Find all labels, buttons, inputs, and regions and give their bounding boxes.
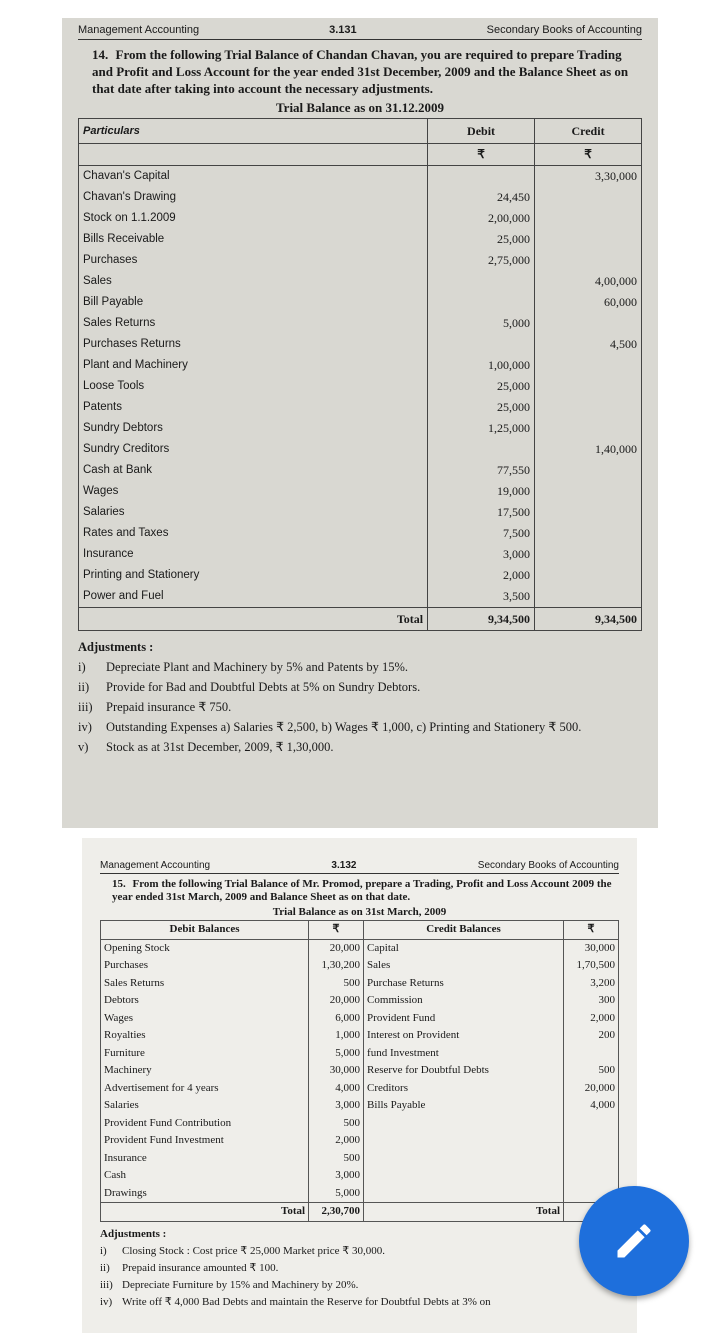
table-row <box>101 1185 619 1203</box>
row-debit-label: Machinery <box>101 1062 309 1080</box>
row-debit-label: Purchases <box>101 957 309 975</box>
adjustments-title: Adjustments : <box>100 1227 167 1240</box>
adjustment-number: iii) <box>78 700 93 714</box>
row-debit-amount: 1,30,200 <box>309 957 364 975</box>
row-particular: Insurance <box>79 544 428 565</box>
row-debit-label: Advertisement for 4 years <box>101 1080 309 1098</box>
total-label: Total <box>101 1203 309 1222</box>
row-credit-amount: 3,200 <box>564 975 619 993</box>
row-particular: Printing and Stationery <box>79 565 428 586</box>
table-row <box>79 376 642 397</box>
row-particular: Salaries <box>79 502 428 523</box>
page-number: 3.131 <box>329 24 357 36</box>
row-credit-amount: 500 <box>564 1062 619 1080</box>
row-particular: Chavan's Drawing <box>79 187 428 208</box>
row-credit-amount: 200 <box>564 1027 619 1045</box>
row-debit-label: Provident Fund Investment <box>101 1132 309 1150</box>
row-credit-label <box>364 1115 564 1133</box>
row-particular: Wages <box>79 481 428 502</box>
pencil-edit-icon <box>612 1219 656 1263</box>
total-debit: 9,34,500 <box>428 608 535 631</box>
adjustment-item <box>78 717 642 737</box>
row-credit <box>535 586 642 608</box>
row-particular: Stock on 1.1.2009 <box>79 208 428 229</box>
row-credit <box>535 313 642 334</box>
adjustment-text: Depreciate Furniture by 15% and Machinery by 20%. <box>122 1278 359 1291</box>
row-credit <box>535 376 642 397</box>
adjustment-text: Prepaid insurance amounted ₹ 100. <box>122 1261 279 1274</box>
table-row <box>79 334 642 355</box>
table-row <box>79 544 642 565</box>
rupee-symbol: ₹ <box>309 921 364 940</box>
row-debit: 1,25,000 <box>428 418 535 439</box>
adjustments-title: Adjustments : <box>78 640 154 654</box>
table-row <box>79 523 642 544</box>
row-credit-amount: 1,70,500 <box>564 957 619 975</box>
header-left: Management Accounting <box>100 860 211 871</box>
table-row <box>79 250 642 271</box>
row-credit: 3,30,000 <box>535 166 642 188</box>
table-row <box>101 1027 619 1045</box>
col-particulars: Particulars <box>79 119 428 144</box>
adjustment-text: Stock as at 31st December, 2009, ₹ 1,30,000. <box>106 740 334 754</box>
row-particular: Plant and Machinery <box>79 355 428 376</box>
table-row <box>79 229 642 250</box>
question-14 <box>92 46 642 97</box>
table-row <box>79 460 642 481</box>
adjustment-item <box>100 1243 619 1260</box>
table-row <box>79 208 642 229</box>
row-debit-amount: 500 <box>309 1150 364 1168</box>
row-credit <box>535 208 642 229</box>
row-debit <box>428 166 535 188</box>
row-debit-amount: 2,000 <box>309 1132 364 1150</box>
row-credit-label: Creditors <box>364 1080 564 1098</box>
table-row <box>101 1167 619 1185</box>
row-credit-amount: 20,000 <box>564 1080 619 1098</box>
row-debit-amount: 30,000 <box>309 1062 364 1080</box>
row-debit-amount: 1,000 <box>309 1027 364 1045</box>
rupee-symbol: ₹ <box>535 144 642 166</box>
col-debit-balances: Debit Balances <box>101 921 309 940</box>
col-credit: Credit <box>535 119 642 144</box>
question-text: From the following Trial Balance of Chandan Chavan, you are required to prepare Trading and Profit and Loss Account for the year ended 31st December, 2009 and the Balance Sheet as on that date after taking into account the necessary adjustments. <box>92 47 629 96</box>
adjustment-number: iv) <box>78 720 92 734</box>
table-row <box>101 1010 619 1028</box>
row-credit-label: Provident Fund <box>364 1010 564 1028</box>
table-title: Trial Balance as on 31.12.2009 <box>275 100 445 115</box>
row-debit-amount: 500 <box>309 975 364 993</box>
row-debit-label: Furniture <box>101 1045 309 1063</box>
adjustment-number: v) <box>78 740 89 754</box>
total-credit: 9,34,500 <box>535 608 642 631</box>
table-row <box>101 1045 619 1063</box>
row-credit-amount <box>564 1115 619 1133</box>
table-row <box>79 418 642 439</box>
row-debit-amount: 5,000 <box>309 1045 364 1063</box>
question-text: From the following Trial Balance of Mr. Promod, prepare a Trading, Profit and Loss Account 2009 the year ended 31st March, 2009 and Balance Sheet as on that date. <box>112 878 612 903</box>
row-particular: Patents <box>79 397 428 418</box>
table-row <box>79 166 642 188</box>
trial-balance-table <box>100 920 619 1222</box>
question-number: 14. <box>92 47 109 62</box>
table-row <box>79 271 642 292</box>
row-debit-label: Wages <box>101 1010 309 1028</box>
adjustment-number: ii) <box>100 1261 110 1274</box>
table-row <box>101 1132 619 1150</box>
row-debit: 1,00,000 <box>428 355 535 376</box>
row-debit: 25,000 <box>428 229 535 250</box>
row-credit <box>535 565 642 586</box>
row-credit <box>535 502 642 523</box>
row-credit-amount <box>564 1167 619 1185</box>
row-debit <box>428 292 535 313</box>
header-right: Secondary Books of Accounting <box>486 24 642 36</box>
table-row <box>101 1062 619 1080</box>
row-credit-amount: 4,000 <box>564 1097 619 1115</box>
adjustment-number: i) <box>100 1244 107 1257</box>
row-credit <box>535 355 642 376</box>
row-credit <box>535 229 642 250</box>
header-left: Management Accounting <box>78 24 200 36</box>
row-credit-label: Capital <box>364 939 564 957</box>
row-particular: Sundry Debtors <box>79 418 428 439</box>
row-debit-label: Royalties <box>101 1027 309 1045</box>
row-credit-amount <box>564 1045 619 1063</box>
total-credit-label: Total <box>364 1203 564 1222</box>
row-credit-label: Reserve for Doubtful Debts <box>364 1062 564 1080</box>
page-image-2 <box>82 838 637 1333</box>
adjustment-item <box>78 677 642 697</box>
row-credit <box>535 418 642 439</box>
adjustment-item <box>100 1277 619 1294</box>
row-credit-label: Sales <box>364 957 564 975</box>
table-row <box>101 1115 619 1133</box>
row-credit-label: fund Investment <box>364 1045 564 1063</box>
table-row <box>101 957 619 975</box>
row-credit-amount: 2,000 <box>564 1010 619 1028</box>
row-particular: Chavan's Capital <box>79 166 428 188</box>
row-debit: 24,450 <box>428 187 535 208</box>
row-debit: 17,500 <box>428 502 535 523</box>
edit-fab-button[interactable] <box>579 1186 689 1296</box>
row-debit-label: Salaries <box>101 1097 309 1115</box>
row-debit-amount: 6,000 <box>309 1010 364 1028</box>
row-credit <box>535 250 642 271</box>
rupee-symbol: ₹ <box>564 921 619 940</box>
col-credit-balances: Credit Balances <box>364 921 564 940</box>
row-debit-label: Cash <box>101 1167 309 1185</box>
row-debit: 25,000 <box>428 376 535 397</box>
table-title: Trial Balance as on 31st March, 2009 <box>272 906 447 918</box>
row-particular: Bill Payable <box>79 292 428 313</box>
adjustment-text: Outstanding Expenses a) Salaries ₹ 2,500, b) Wages ₹ 1,000, c) Printing and Stationery ₹ 500. <box>106 720 582 734</box>
table-row <box>79 565 642 586</box>
table-row <box>79 481 642 502</box>
page-header <box>78 18 642 40</box>
table-row <box>101 1080 619 1098</box>
row-credit: 1,40,000 <box>535 439 642 460</box>
adjustment-item <box>78 737 642 757</box>
adjustment-text: Closing Stock : Cost price ₹ 25,000 Market price ₹ 30,000. <box>122 1244 385 1257</box>
row-debit <box>428 334 535 355</box>
row-particular: Cash at Bank <box>79 460 428 481</box>
row-debit: 3,500 <box>428 586 535 608</box>
row-credit <box>535 460 642 481</box>
row-debit-amount: 5,000 <box>309 1185 364 1203</box>
question-15 <box>112 878 619 904</box>
page-image-1 <box>62 18 658 828</box>
adjustment-number: i) <box>78 660 86 674</box>
adjustment-number: iii) <box>100 1278 113 1291</box>
adjustment-item <box>78 657 642 677</box>
rupee-symbol: ₹ <box>428 144 535 166</box>
row-debit-amount: 20,000 <box>309 992 364 1010</box>
row-credit-amount: 300 <box>564 992 619 1010</box>
table-row <box>101 975 619 993</box>
row-debit-label: Drawings <box>101 1185 309 1203</box>
table-row <box>79 502 642 523</box>
col-debit: Debit <box>428 119 535 144</box>
row-debit: 3,000 <box>428 544 535 565</box>
table-row <box>79 439 642 460</box>
row-particular: Rates and Taxes <box>79 523 428 544</box>
table-row <box>79 187 642 208</box>
row-particular: Sales <box>79 271 428 292</box>
row-debit <box>428 439 535 460</box>
question-number: 15. <box>112 878 126 890</box>
row-credit-label: Commission <box>364 992 564 1010</box>
row-credit <box>535 523 642 544</box>
table-row <box>101 1097 619 1115</box>
row-credit-label <box>364 1185 564 1203</box>
row-debit: 5,000 <box>428 313 535 334</box>
row-debit-amount: 20,000 <box>309 939 364 957</box>
row-credit-label: Bills Payable <box>364 1097 564 1115</box>
table-row <box>79 355 642 376</box>
row-debit: 2,75,000 <box>428 250 535 271</box>
row-particular: Bills Receivable <box>79 229 428 250</box>
row-credit <box>535 481 642 502</box>
row-debit: 2,00,000 <box>428 208 535 229</box>
trial-balance-table <box>78 118 642 631</box>
table-row <box>79 313 642 334</box>
row-debit-amount: 3,000 <box>309 1167 364 1185</box>
table-row <box>79 292 642 313</box>
adjustment-item <box>100 1294 619 1311</box>
row-credit <box>535 187 642 208</box>
row-debit-label: Opening Stock <box>101 939 309 957</box>
row-credit: 4,00,000 <box>535 271 642 292</box>
row-debit-amount: 4,000 <box>309 1080 364 1098</box>
row-credit <box>535 544 642 565</box>
row-credit-amount <box>564 1150 619 1168</box>
table-row <box>101 1150 619 1168</box>
table-row <box>101 939 619 957</box>
row-credit-label <box>364 1132 564 1150</box>
row-debit <box>428 271 535 292</box>
total-label: Total <box>79 608 428 631</box>
row-credit-label <box>364 1150 564 1168</box>
row-credit-label: Purchase Returns <box>364 975 564 993</box>
adjustment-number: ii) <box>78 680 90 694</box>
row-debit-amount: 3,000 <box>309 1097 364 1115</box>
adjustment-item <box>78 697 642 717</box>
row-debit-label: Debtors <box>101 992 309 1010</box>
row-debit-label: Insurance <box>101 1150 309 1168</box>
adjustment-text: Depreciate Plant and Machinery by 5% and Patents by 15%. <box>106 660 408 674</box>
row-debit-amount: 500 <box>309 1115 364 1133</box>
adjustment-text: Provide for Bad and Doubtful Debts at 5% on Sundry Debtors. <box>106 680 421 694</box>
row-debit-label: Provident Fund Contribution <box>101 1115 309 1133</box>
row-debit: 19,000 <box>428 481 535 502</box>
adjustment-text: Write off ₹ 4,000 Bad Debts and maintain the Reserve for Doubtful Debts at 3% on <box>122 1295 491 1308</box>
table-row <box>79 586 642 608</box>
adjustments <box>78 637 642 757</box>
page-number: 3.132 <box>331 860 357 871</box>
row-credit: 4,500 <box>535 334 642 355</box>
row-particular: Purchases <box>79 250 428 271</box>
row-debit-label: Sales Returns <box>101 975 309 993</box>
row-particular: Power and Fuel <box>79 586 428 608</box>
adjustments <box>100 1226 619 1311</box>
page-header <box>100 838 619 874</box>
row-credit-label: Interest on Provident <box>364 1027 564 1045</box>
row-credit-label <box>364 1167 564 1185</box>
row-particular: Purchases Returns <box>79 334 428 355</box>
row-particular: Sundry Creditors <box>79 439 428 460</box>
row-particular: Sales Returns <box>79 313 428 334</box>
row-debit: 2,000 <box>428 565 535 586</box>
row-debit: 77,550 <box>428 460 535 481</box>
adjustment-number: iv) <box>100 1295 113 1308</box>
row-particular: Loose Tools <box>79 376 428 397</box>
row-debit: 25,000 <box>428 397 535 418</box>
row-credit-amount: 30,000 <box>564 939 619 957</box>
table-row <box>79 397 642 418</box>
adjustment-item <box>100 1260 619 1277</box>
row-credit-amount <box>564 1132 619 1150</box>
adjustment-text: Prepaid insurance ₹ 750. <box>106 700 232 714</box>
row-credit <box>535 397 642 418</box>
row-debit: 7,500 <box>428 523 535 544</box>
table-row <box>101 992 619 1010</box>
row-credit: 60,000 <box>535 292 642 313</box>
header-right: Secondary Books of Accounting <box>477 860 619 871</box>
total-debit: 2,30,700 <box>309 1203 364 1222</box>
